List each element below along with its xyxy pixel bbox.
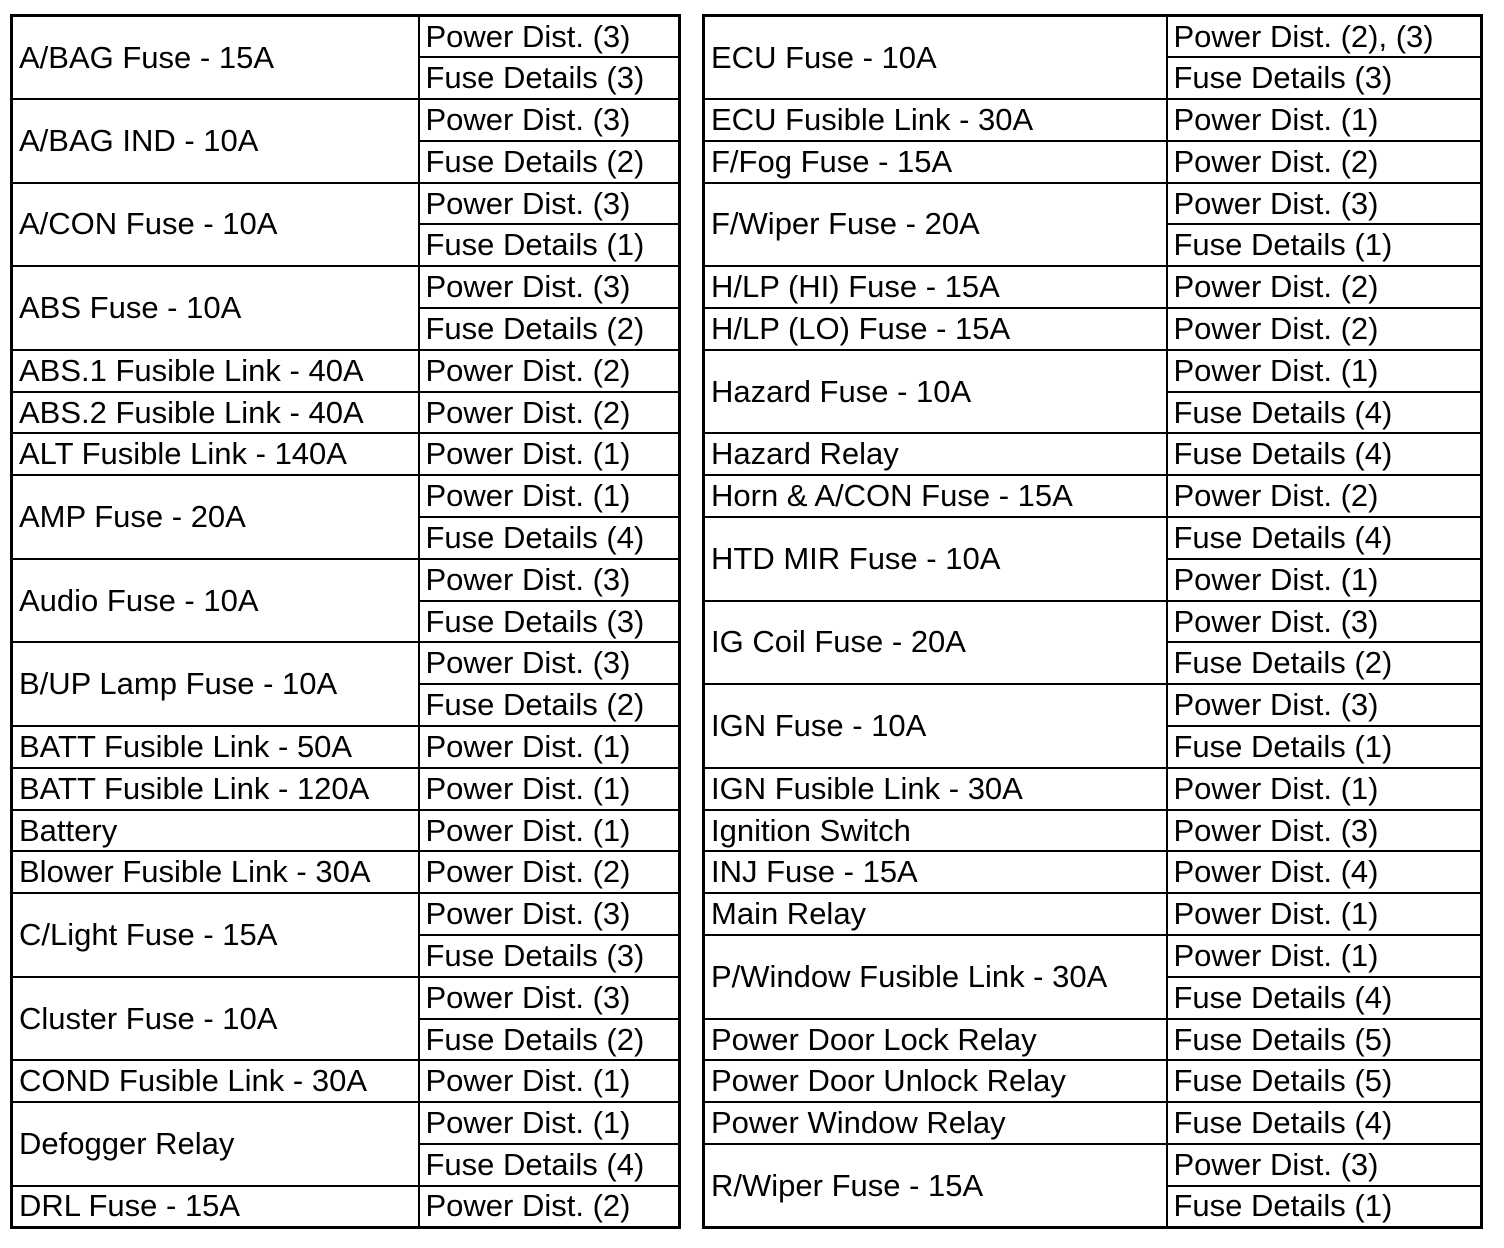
page-reference-cell: Power Dist. (2) <box>1167 266 1482 308</box>
page-reference-cell: Power Dist. (2) <box>419 1186 680 1228</box>
page-reference-cell: Power Dist. (3) <box>1167 1144 1482 1186</box>
page-reference-cell: Fuse Details (1) <box>1167 1186 1482 1228</box>
page-reference-cell: Power Dist. (3) <box>1167 684 1482 726</box>
page-reference-cell: Fuse Details (4) <box>1167 977 1482 1019</box>
table-row <box>704 266 1482 308</box>
page-reference-cell: Fuse Details (4) <box>1167 392 1482 434</box>
component-name-cell: F/Wiper Fuse - 20A <box>704 183 1167 267</box>
table-row <box>704 99 1482 141</box>
page-reference-cell: Fuse Details (4) <box>1167 517 1482 559</box>
page-reference-cell: Fuse Details (4) <box>1167 1102 1482 1144</box>
component-name-cell: A/BAG Fuse - 15A <box>12 16 419 100</box>
fuse-index-table-left <box>10 14 681 1229</box>
page-reference-cell: Power Dist. (2) <box>419 851 680 893</box>
component-name-cell: A/CON Fuse - 10A <box>12 183 419 267</box>
fuse-index-table-right <box>702 14 1483 1229</box>
component-name-cell: ABS Fuse - 10A <box>12 266 419 350</box>
table-row <box>12 392 680 434</box>
table-row <box>704 1060 1482 1102</box>
table-row <box>12 16 680 58</box>
component-name-cell: Main Relay <box>704 893 1167 935</box>
table-row <box>704 308 1482 350</box>
table-row <box>704 601 1482 643</box>
table-row <box>704 893 1482 935</box>
page-reference-cell: Fuse Details (2) <box>419 684 680 726</box>
table-row <box>12 810 680 852</box>
table-row <box>704 1102 1482 1144</box>
component-name-cell: DRL Fuse - 15A <box>12 1186 419 1228</box>
component-name-cell: AMP Fuse - 20A <box>12 475 419 559</box>
table-row <box>12 266 680 308</box>
component-name-cell: Power Door Unlock Relay <box>704 1060 1167 1102</box>
page-reference-cell: Fuse Details (4) <box>1167 433 1482 475</box>
page-reference-cell: Power Dist. (3) <box>419 893 680 935</box>
table-row <box>12 475 680 517</box>
table-row <box>12 851 680 893</box>
page-reference-cell: Power Dist. (4) <box>1167 851 1482 893</box>
page-reference-cell: Fuse Details (3) <box>419 57 680 99</box>
page-reference-cell: Fuse Details (4) <box>419 1144 680 1186</box>
page-reference-cell: Power Dist. (1) <box>1167 893 1482 935</box>
component-name-cell: R/Wiper Fuse - 15A <box>704 1144 1167 1228</box>
page-reference-cell: Power Dist. (1) <box>419 475 680 517</box>
table-row <box>12 433 680 475</box>
page-reference-cell: Power Dist. (1) <box>419 768 680 810</box>
page-reference-cell: Power Dist. (1) <box>1167 559 1482 601</box>
component-name-cell: C/Light Fuse - 15A <box>12 893 419 977</box>
page-reference-cell: Power Dist. (3) <box>419 183 680 225</box>
component-name-cell: Power Window Relay <box>704 1102 1167 1144</box>
table-row <box>12 99 680 141</box>
page-reference-cell: Power Dist. (3) <box>1167 810 1482 852</box>
table-row <box>704 684 1482 726</box>
table-row <box>12 642 680 684</box>
page-reference-cell: Fuse Details (1) <box>419 224 680 266</box>
page-reference-cell: Fuse Details (4) <box>419 517 680 559</box>
component-name-cell: INJ Fuse - 15A <box>704 851 1167 893</box>
page-reference-cell: Fuse Details (2) <box>1167 642 1482 684</box>
component-name-cell: Blower Fusible Link - 30A <box>12 851 419 893</box>
component-name-cell: ECU Fuse - 10A <box>704 16 1167 100</box>
component-name-cell: ABS.1 Fusible Link - 40A <box>12 350 419 392</box>
component-name-cell: Hazard Fuse - 10A <box>704 350 1167 434</box>
page-reference-cell: Fuse Details (2) <box>419 141 680 183</box>
page-reference-cell: Power Dist. (3) <box>419 559 680 601</box>
page-reference-cell: Power Dist. (3) <box>1167 183 1482 225</box>
table-row <box>704 851 1482 893</box>
component-name-cell: P/Window Fusible Link - 30A <box>704 935 1167 1019</box>
page-reference-cell: Fuse Details (2) <box>419 1019 680 1061</box>
component-name-cell: ECU Fusible Link - 30A <box>704 99 1167 141</box>
page-reference-cell: Power Dist. (1) <box>419 1060 680 1102</box>
table-row <box>704 350 1482 392</box>
component-name-cell: A/BAG IND - 10A <box>12 99 419 183</box>
component-name-cell: H/LP (HI) Fuse - 15A <box>704 266 1167 308</box>
component-name-cell: Defogger Relay <box>12 1102 419 1186</box>
table-row <box>12 726 680 768</box>
table-row <box>12 1060 680 1102</box>
table-row <box>12 977 680 1019</box>
component-name-cell: Hazard Relay <box>704 433 1167 475</box>
component-name-cell: ALT Fusible Link - 140A <box>12 433 419 475</box>
page-reference-cell: Power Dist. (3) <box>419 99 680 141</box>
page-reference-cell: Power Dist. (1) <box>1167 768 1482 810</box>
table-row <box>704 1144 1482 1186</box>
table-row <box>12 1186 680 1228</box>
table-row <box>704 183 1482 225</box>
table-row <box>704 433 1482 475</box>
page-reference-cell: Power Dist. (1) <box>1167 350 1482 392</box>
page-reference-cell: Power Dist. (3) <box>419 977 680 1019</box>
page-reference-cell: Fuse Details (1) <box>1167 726 1482 768</box>
table-row <box>12 350 680 392</box>
page-reference-cell: Power Dist. (3) <box>419 266 680 308</box>
page-reference-cell: Fuse Details (3) <box>419 601 680 643</box>
component-name-cell: ABS.2 Fusible Link - 40A <box>12 392 419 434</box>
page-reference-cell: Fuse Details (5) <box>1167 1060 1482 1102</box>
page-reference-cell: Power Dist. (2) <box>419 350 680 392</box>
page-reference-cell: Power Dist. (1) <box>419 726 680 768</box>
page-reference-cell: Fuse Details (2) <box>419 308 680 350</box>
table-row <box>704 16 1482 58</box>
table-row <box>704 1019 1482 1061</box>
table-row <box>704 935 1482 977</box>
page-reference-cell: Power Dist. (2) <box>419 392 680 434</box>
component-name-cell: Horn & A/CON Fuse - 15A <box>704 475 1167 517</box>
table-row <box>704 141 1482 183</box>
page-reference-cell: Power Dist. (3) <box>419 642 680 684</box>
component-name-cell: HTD MIR Fuse - 10A <box>704 517 1167 601</box>
component-name-cell: B/UP Lamp Fuse - 10A <box>12 642 419 726</box>
page-reference-cell: Fuse Details (5) <box>1167 1019 1482 1061</box>
table-row <box>12 893 680 935</box>
component-name-cell: Cluster Fuse - 10A <box>12 977 419 1061</box>
page-reference-cell: Fuse Details (1) <box>1167 224 1482 266</box>
page-reference-cell: Power Dist. (3) <box>419 16 680 58</box>
page-reference-cell: Power Dist. (1) <box>419 810 680 852</box>
page-reference-cell: Power Dist. (2) <box>1167 475 1482 517</box>
page-reference-cell: Fuse Details (3) <box>419 935 680 977</box>
page-reference-cell: Power Dist. (2) <box>1167 308 1482 350</box>
component-name-cell: F/Fog Fuse - 15A <box>704 141 1167 183</box>
component-name-cell: H/LP (LO) Fuse - 15A <box>704 308 1167 350</box>
component-name-cell: IGN Fusible Link - 30A <box>704 768 1167 810</box>
table-row <box>704 517 1482 559</box>
page-reference-cell: Power Dist. (1) <box>419 1102 680 1144</box>
table-row <box>12 559 680 601</box>
table-row <box>704 475 1482 517</box>
table-row <box>704 768 1482 810</box>
page-reference-cell: Power Dist. (1) <box>419 433 680 475</box>
component-name-cell: BATT Fusible Link - 120A <box>12 768 419 810</box>
component-name-cell: IGN Fuse - 10A <box>704 684 1167 768</box>
table-row <box>12 768 680 810</box>
page-reference-cell: Power Dist. (1) <box>1167 935 1482 977</box>
component-name-cell: COND Fusible Link - 30A <box>12 1060 419 1102</box>
component-name-cell: Ignition Switch <box>704 810 1167 852</box>
table-row <box>12 1102 680 1144</box>
page-reference-cell: Fuse Details (3) <box>1167 57 1482 99</box>
component-name-cell: BATT Fusible Link - 50A <box>12 726 419 768</box>
page-reference-cell: Power Dist. (2), (3) <box>1167 16 1482 58</box>
table-row <box>12 183 680 225</box>
page-reference-cell: Power Dist. (2) <box>1167 141 1482 183</box>
component-name-cell: Power Door Lock Relay <box>704 1019 1167 1061</box>
page-reference-cell: Power Dist. (1) <box>1167 99 1482 141</box>
component-name-cell: Battery <box>12 810 419 852</box>
component-name-cell: IG Coil Fuse - 20A <box>704 601 1167 685</box>
table-row <box>704 810 1482 852</box>
page-reference-cell: Power Dist. (3) <box>1167 601 1482 643</box>
component-name-cell: Audio Fuse - 10A <box>12 559 419 643</box>
